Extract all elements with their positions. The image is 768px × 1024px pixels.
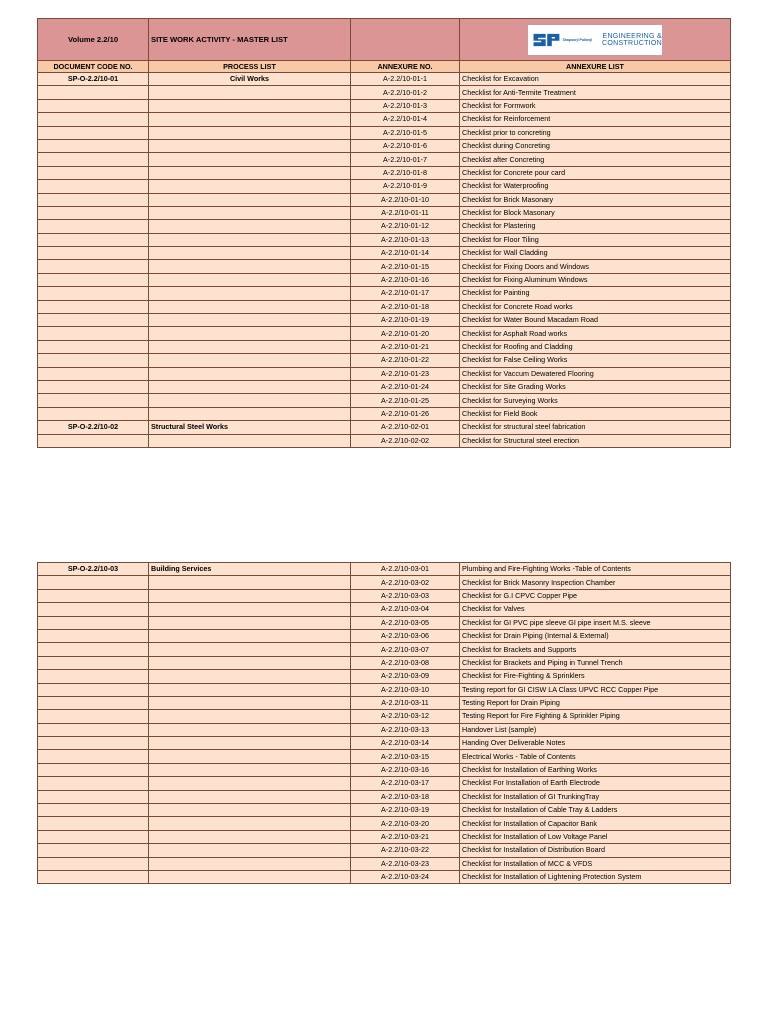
annexure-list-cell: Checklist for Installation of GI TrunkingTray	[460, 790, 731, 803]
process-cell	[149, 589, 351, 602]
logo-text-line2: CONSTRUCTION	[602, 39, 662, 47]
table-row	[38, 180, 731, 193]
document-code-cell	[38, 354, 149, 367]
table-row	[38, 354, 731, 367]
process-cell: Building Services	[149, 563, 351, 576]
document-code-cell	[38, 139, 149, 152]
document-code-cell	[38, 206, 149, 219]
document-code-cell	[38, 126, 149, 139]
col-header-code: DOCUMENT CODE NO.	[38, 61, 149, 73]
annexure-no-cell: A-2.2/10-01-1	[351, 73, 460, 86]
annexure-no-cell: A-2.2/10-01-19	[351, 314, 460, 327]
annexure-no-cell: A-2.2/10-01-23	[351, 367, 460, 380]
process-cell	[149, 777, 351, 790]
table-row	[38, 407, 731, 420]
annexure-list-cell: Checklist for Concrete pour card	[460, 166, 731, 179]
document-code-cell	[38, 804, 149, 817]
annexure-list-cell: Checklist for Installation of Low Voltage Panel	[460, 830, 731, 843]
process-cell	[149, 407, 351, 420]
table-row	[38, 340, 731, 353]
process-cell	[149, 287, 351, 300]
process-cell	[149, 340, 351, 353]
process-cell	[149, 790, 351, 803]
annexure-no-cell: A-2.2/10-03-17	[351, 777, 460, 790]
annexure-list-cell: Checklist for Fire-Fighting & Sprinklers	[460, 670, 731, 683]
annexure-list-cell: Checklist for Plastering	[460, 220, 731, 233]
document-code-cell	[38, 247, 149, 260]
annexure-no-cell: A-2.2/10-03-09	[351, 670, 460, 683]
annexure-list-cell: Checklist for Field Book	[460, 407, 731, 420]
table-row	[38, 153, 731, 166]
document-code-cell	[38, 616, 149, 629]
document-code-cell	[38, 220, 149, 233]
table-row	[38, 737, 731, 750]
annexure-list-cell: Checklist for Roofing and Cladding	[460, 340, 731, 353]
annexure-list-cell: Checklist for structural steel fabrication	[460, 421, 731, 434]
process-cell	[149, 857, 351, 870]
process-cell	[149, 126, 351, 139]
table-row	[38, 790, 731, 803]
process-cell	[149, 683, 351, 696]
annexure-list-cell: Checklist for Fixing Doors and Windows	[460, 260, 731, 273]
table-row	[38, 710, 731, 723]
process-cell	[149, 220, 351, 233]
annexure-no-cell: A-2.2/10-03-14	[351, 737, 460, 750]
annexure-no-cell: A-2.2/10-01-8	[351, 166, 460, 179]
annexure-no-cell: A-2.2/10-03-06	[351, 629, 460, 642]
annexure-list-cell: Checklist for Excavation	[460, 73, 731, 86]
document-code-cell	[38, 300, 149, 313]
document-code-cell	[38, 790, 149, 803]
annexure-no-cell: A-2.2/10-01-3	[351, 99, 460, 112]
annexure-no-cell: A-2.2/10-03-08	[351, 656, 460, 669]
process-cell	[149, 273, 351, 286]
table-row	[38, 616, 731, 629]
volume-label: Volume 2.2/10	[38, 19, 149, 61]
document-code-cell	[38, 830, 149, 843]
annexure-no-cell: A-2.2/10-01-6	[351, 139, 460, 152]
process-cell	[149, 166, 351, 179]
process-cell	[149, 817, 351, 830]
annexure-no-cell: A-2.2/10-01-12	[351, 220, 460, 233]
document-code-cell	[38, 777, 149, 790]
annexure-list-cell: Checklist for Installation of Cable Tray & Ladders	[460, 804, 731, 817]
document-code-cell	[38, 603, 149, 616]
process-cell	[149, 367, 351, 380]
document-code-cell	[38, 763, 149, 776]
table-row	[38, 287, 731, 300]
table-row	[38, 113, 731, 126]
table-row	[38, 723, 731, 736]
annexure-no-cell: A-2.2/10-01-10	[351, 193, 460, 206]
table-row	[38, 857, 731, 870]
annexure-list-cell: Checklist for Installation of MCC & VFDS	[460, 857, 731, 870]
master-list-table-1	[37, 18, 731, 448]
annexure-list-cell: Checklist for Painting	[460, 287, 731, 300]
annexure-no-cell: A-2.2/10-01-9	[351, 180, 460, 193]
col-header-process: PROCESS LIST	[149, 61, 351, 73]
annexure-list-cell: Checklist for Drain Piping (Internal & External)	[460, 629, 731, 642]
process-cell	[149, 670, 351, 683]
annexure-no-cell: A-2.2/10-03-24	[351, 870, 460, 883]
annexure-no-cell: A-2.2/10-01-17	[351, 287, 460, 300]
document-code-cell	[38, 656, 149, 669]
process-cell	[149, 830, 351, 843]
document-code-cell	[38, 314, 149, 327]
annexure-list-cell: Checklist for Asphalt Road works	[460, 327, 731, 340]
logo-text-line1: ENGINEERING &	[602, 32, 662, 40]
annexure-list-cell: Checklist for Concrete Road works	[460, 300, 731, 313]
annexure-list-cell: Checklist for Valves	[460, 603, 731, 616]
document-code-cell	[38, 340, 149, 353]
annexure-no-cell: A-2.2/10-03-23	[351, 857, 460, 870]
annexure-no-cell: A-2.2/10-03-11	[351, 696, 460, 709]
table-row	[38, 247, 731, 260]
annexure-list-cell: Checklist for Reinforcement	[460, 113, 731, 126]
annexure-list-cell: Checklist for Block Masonary	[460, 206, 731, 219]
annexure-no-cell: A-2.2/10-02-01	[351, 421, 460, 434]
process-cell	[149, 643, 351, 656]
process-cell	[149, 113, 351, 126]
document-code-cell	[38, 193, 149, 206]
annexure-no-cell: A-2.2/10-02-02	[351, 434, 460, 447]
annexure-no-cell: A-2.2/10-03-04	[351, 603, 460, 616]
annexure-list-cell: Checklist for GI PVC pipe sleeve GI pipe insert M.S. sleeve	[460, 616, 731, 629]
table-row	[38, 750, 731, 763]
annexure-list-cell: Testing report for GI CISW LA Class UPVC RCC Copper Pipe	[460, 683, 731, 696]
table-row	[38, 643, 731, 656]
annexure-list-cell: Checklist for Brackets and Supports	[460, 643, 731, 656]
annexure-list-cell: Checklist for Vaccum Dewatered Flooring	[460, 367, 731, 380]
process-cell	[149, 139, 351, 152]
process-cell	[149, 629, 351, 642]
process-cell	[149, 576, 351, 589]
table-row	[38, 817, 731, 830]
annexure-no-cell: A-2.2/10-03-16	[351, 763, 460, 776]
annexure-no-cell: A-2.2/10-03-13	[351, 723, 460, 736]
document-code-cell	[38, 629, 149, 642]
process-cell	[149, 327, 351, 340]
process-cell	[149, 844, 351, 857]
annexure-list-cell: Checklist during Concreting	[460, 139, 731, 152]
annexure-list-cell: Testing Report for Drain Piping	[460, 696, 731, 709]
process-cell	[149, 354, 351, 367]
annexure-no-cell: A-2.2/10-01-14	[351, 247, 460, 260]
process-cell: Structural Steel Works	[149, 421, 351, 434]
document-code-cell: SP-O-2.2/10-02	[38, 421, 149, 434]
annexure-no-cell: A-2.2/10-01-26	[351, 407, 460, 420]
annexure-list-cell: Checklist for Formwork	[460, 99, 731, 112]
sp-logo-icon	[532, 28, 562, 52]
annexure-list-cell: Plumbing and Fire-Fighting Works -Table of Contents	[460, 563, 731, 576]
annexure-list-cell: Handing Over Deliverable Notes	[460, 737, 731, 750]
document-code-cell	[38, 327, 149, 340]
table-row	[38, 206, 731, 219]
annexure-no-cell: A-2.2/10-01-2	[351, 86, 460, 99]
table-row	[38, 380, 731, 393]
process-cell	[149, 723, 351, 736]
annexure-no-cell: A-2.2/10-01-18	[351, 300, 460, 313]
document-code-cell	[38, 113, 149, 126]
table-row	[38, 434, 731, 447]
annexure-list-cell: Checklist prior to concreting	[460, 126, 731, 139]
table-row	[38, 576, 731, 589]
annexure-no-cell: A-2.2/10-03-07	[351, 643, 460, 656]
annexure-no-cell: A-2.2/10-03-22	[351, 844, 460, 857]
document-code-cell	[38, 589, 149, 602]
annexure-list-cell: Checklist for Installation of Capacitor Bank	[460, 817, 731, 830]
process-cell	[149, 260, 351, 273]
document-code-cell	[38, 844, 149, 857]
annexure-list-cell: Checklist for Installation of Earthing Works	[460, 763, 731, 776]
annexure-list-cell: Checklist for Floor Tiling	[460, 233, 731, 246]
document-code-cell	[38, 407, 149, 420]
col-header-annexure-no: ANNEXURE NO.	[351, 61, 460, 73]
table-row	[38, 683, 731, 696]
document-code-cell	[38, 233, 149, 246]
annexure-list-cell: Checklist for G.I CPVC Copper Pipe	[460, 589, 731, 602]
process-cell	[149, 233, 351, 246]
document-code-cell	[38, 86, 149, 99]
document-code-cell	[38, 817, 149, 830]
table-row	[38, 777, 731, 790]
document-title: SITE WORK ACTIVITY - MASTER LIST	[149, 19, 351, 61]
document-code-cell	[38, 750, 149, 763]
process-cell	[149, 247, 351, 260]
process-cell	[149, 394, 351, 407]
document-code-cell	[38, 380, 149, 393]
annexure-list-cell: Checklist for Installation of Distribution Board	[460, 844, 731, 857]
process-cell	[149, 99, 351, 112]
process-cell	[149, 763, 351, 776]
annexure-list-cell: Checklist for Surveying Works	[460, 394, 731, 407]
document-code-cell	[38, 99, 149, 112]
annexure-no-cell: A-2.2/10-03-05	[351, 616, 460, 629]
document-code-cell	[38, 696, 149, 709]
annexure-list-cell: Electrical Works - Table of Contents	[460, 750, 731, 763]
document-code-cell	[38, 670, 149, 683]
process-cell	[149, 737, 351, 750]
annexure-list-cell: Checklist for Brick Masonry Inspection Chamber	[460, 576, 731, 589]
process-cell	[149, 86, 351, 99]
annexure-no-cell: A-2.2/10-01-13	[351, 233, 460, 246]
document-code-cell	[38, 273, 149, 286]
table-row	[38, 273, 731, 286]
table-row	[38, 603, 731, 616]
process-cell	[149, 750, 351, 763]
document-code-cell	[38, 643, 149, 656]
logo-cell	[460, 19, 731, 61]
document-code-cell	[38, 723, 149, 736]
document-code-cell: SP-O-2.2/10-03	[38, 563, 149, 576]
process-cell	[149, 193, 351, 206]
annexure-list-cell: Checklist for Wall Cladding	[460, 247, 731, 260]
annexure-no-cell: A-2.2/10-03-21	[351, 830, 460, 843]
document-code-cell: SP-O-2.2/10-01	[38, 73, 149, 86]
table-row	[38, 300, 731, 313]
annexure-list-cell: Checklist for Anti-Termite Treatment	[460, 86, 731, 99]
annexure-no-cell: A-2.2/10-01-7	[351, 153, 460, 166]
process-cell	[149, 434, 351, 447]
annexure-no-cell: A-2.2/10-03-10	[351, 683, 460, 696]
annexure-list-cell: Checklist For Installation of Earth Electrode	[460, 777, 731, 790]
annexure-list-cell: Handover List (sample)	[460, 723, 731, 736]
title-row	[38, 19, 731, 61]
document-code-cell	[38, 870, 149, 883]
annexure-no-cell: A-2.2/10-03-12	[351, 710, 460, 723]
document-code-cell	[38, 260, 149, 273]
annexure-no-cell: A-2.2/10-01-16	[351, 273, 460, 286]
master-list-table-2	[37, 562, 731, 884]
process-cell	[149, 696, 351, 709]
document-code-cell	[38, 683, 149, 696]
annexure-no-cell: A-2.2/10-03-20	[351, 817, 460, 830]
annexure-no-cell: A-2.2/10-01-25	[351, 394, 460, 407]
document-code-cell	[38, 576, 149, 589]
table-row	[38, 589, 731, 602]
table-row	[38, 260, 731, 273]
table-row	[38, 830, 731, 843]
process-cell	[149, 870, 351, 883]
annexure-list-cell: Checklist for Brick Masonary	[460, 193, 731, 206]
table-row	[38, 99, 731, 112]
table-row	[38, 670, 731, 683]
annexure-list-cell: Checklist for Site Grading Works	[460, 380, 731, 393]
annexure-no-cell: A-2.2/10-01-4	[351, 113, 460, 126]
annexure-list-cell: Checklist for False Ceiling Works	[460, 354, 731, 367]
annexure-no-cell: A-2.2/10-03-15	[351, 750, 460, 763]
table-row	[38, 844, 731, 857]
document-code-cell	[38, 180, 149, 193]
process-cell: Civil Works	[149, 73, 351, 86]
annexure-no-cell: A-2.2/10-01-20	[351, 327, 460, 340]
table-row	[38, 233, 731, 246]
table-row	[38, 656, 731, 669]
process-cell	[149, 300, 351, 313]
annexure-no-cell: A-2.2/10-01-11	[351, 206, 460, 219]
document-code-cell	[38, 367, 149, 380]
annexure-no-cell: A-2.2/10-03-03	[351, 589, 460, 602]
table-row	[38, 126, 731, 139]
process-cell	[149, 180, 351, 193]
document-code-cell	[38, 394, 149, 407]
document-code-cell	[38, 287, 149, 300]
process-cell	[149, 603, 351, 616]
company-logo	[527, 24, 663, 56]
process-cell	[149, 616, 351, 629]
annexure-list-cell: Checklist for Brackets and Piping in Tunnel Trench	[460, 656, 731, 669]
table-row	[38, 804, 731, 817]
table-row	[38, 327, 731, 340]
table-row	[38, 367, 731, 380]
annexure-no-cell: A-2.2/10-01-5	[351, 126, 460, 139]
annexure-list-cell: Checklist for Waterproofing	[460, 180, 731, 193]
annexure-no-cell: A-2.2/10-01-21	[351, 340, 460, 353]
table-row	[38, 220, 731, 233]
col-header-annexure-list: ANNEXURE LIST	[460, 61, 731, 73]
document-code-cell	[38, 434, 149, 447]
process-cell	[149, 153, 351, 166]
table-row	[38, 563, 731, 576]
table-row	[38, 763, 731, 776]
table-row	[38, 870, 731, 883]
table-row	[38, 73, 731, 86]
annexure-no-cell: A-2.2/10-03-02	[351, 576, 460, 589]
table-row	[38, 139, 731, 152]
annexure-no-cell: A-2.2/10-01-15	[351, 260, 460, 273]
table-row	[38, 629, 731, 642]
document-code-cell	[38, 153, 149, 166]
process-cell	[149, 314, 351, 327]
table-row	[38, 193, 731, 206]
annexure-list-cell: Checklist for Installation of Lightening Protection System	[460, 870, 731, 883]
document-code-cell	[38, 737, 149, 750]
document-code-cell	[38, 710, 149, 723]
annexure-list-cell: Checklist for Structural steel erection	[460, 434, 731, 447]
table-row	[38, 696, 731, 709]
process-cell	[149, 710, 351, 723]
process-cell	[149, 380, 351, 393]
logo-brand: Shapoorji Pallonji	[562, 38, 592, 42]
table-row	[38, 166, 731, 179]
table-row	[38, 314, 731, 327]
process-cell	[149, 656, 351, 669]
annexure-list-cell: Checklist for Water Bound Macadam Road	[460, 314, 731, 327]
column-header-row	[38, 61, 731, 73]
annexure-no-cell: A-2.2/10-01-24	[351, 380, 460, 393]
annexure-no-cell: A-2.2/10-01-22	[351, 354, 460, 367]
annexure-list-cell: Checklist for Fixing Aluminum Windows	[460, 273, 731, 286]
annexure-list-cell: Checklist after Concreting	[460, 153, 731, 166]
annexure-no-cell: A-2.2/10-03-01	[351, 563, 460, 576]
table-row	[38, 394, 731, 407]
process-cell	[149, 804, 351, 817]
document-code-cell	[38, 857, 149, 870]
blank-title-cell	[351, 19, 460, 61]
annexure-list-cell: Testing Report for Fire Fighting & Sprinkler Piping	[460, 710, 731, 723]
process-cell	[149, 206, 351, 219]
table-row	[38, 421, 731, 434]
document-code-cell	[38, 166, 149, 179]
table-row	[38, 86, 731, 99]
annexure-no-cell: A-2.2/10-03-18	[351, 790, 460, 803]
annexure-no-cell: A-2.2/10-03-19	[351, 804, 460, 817]
